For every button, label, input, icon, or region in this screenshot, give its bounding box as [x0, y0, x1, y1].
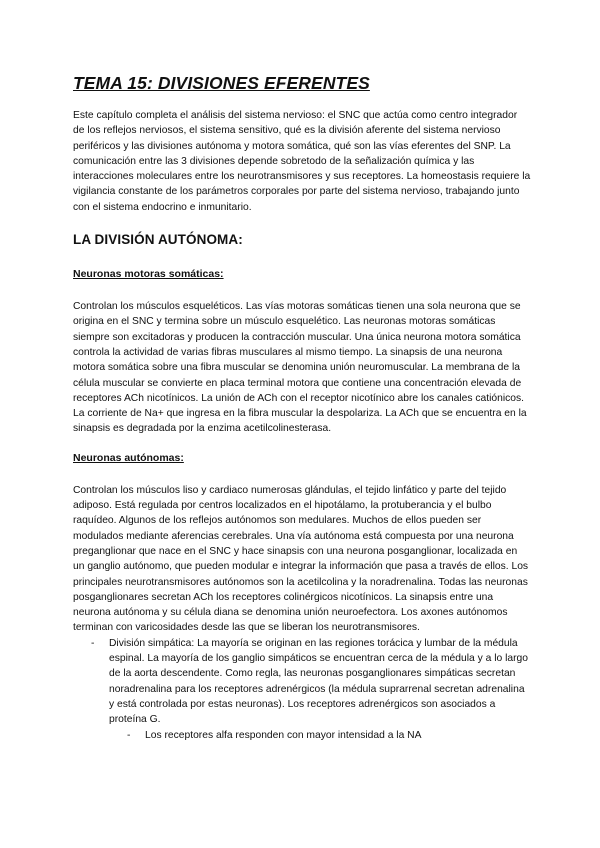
page-title: TEMA 15: DIVISIONES EFERENTES [73, 73, 370, 93]
document-page [73, 72, 531, 743]
somatic-heading: Neuronas motoras somáticas: [73, 268, 224, 281]
intro-paragraph: Este capítulo completa el análisis del sistema nervioso: el SNC que actúa como centro integrador de los reflejos nerviosos, el sistema sensitivo, qué es la división aferente del sistema nervioso periféricos y las divisiones autónoma y motora somática, qué son las vías eferentes del SNP. La comunicación entre las 3 divisiones depende sobretodo de la señalización química y las interacciones moleculares entre los neurotransmisores y sus receptores. La homeostasis requiere la vigilancia constante de los parámetros corporales por parte del sistema nervioso, trabajando junto con el sistema endocrino e inmunitario. [73, 110, 531, 213]
sympathetic-bullet-text: División simpática: La mayoría se originan en las regiones torácica y lumbar de la médula espinal. La mayoría de los ganglio simpáticos se encuentran cerca de la médula y a lo largo de la aorta descendente. Como regla, las neuronas posganglionares simpáticas secretan noradrenalina para los receptores adrenérgicos (la médula suprarrenal secretan adrenalina y está controlada por estas neuronas). Los receptores adrenérgicos son asociados a proteína G. [109, 637, 528, 726]
section-heading: LA DIVISIÓN AUTÓNOMA: [73, 232, 243, 248]
list-item [73, 636, 531, 743]
sub-bullet-list [109, 728, 531, 743]
list-item [109, 728, 531, 743]
autonomic-bullet-list [73, 636, 531, 743]
autonomic-paragraph: Controlan los músculos liso y cardiaco numerosas glándulas, el tejido linfático y parte del tejido adiposo. Está regulada por centros localizados en el hipotálamo, la protuberancia y el bulbo raquídeo. Algunos de los reflejos autónomos son medulares. Muchos de ellos pueden ser modulados mediante aferencias cerebrales. Una vía autónoma está compuesta por una neurona preganglionar que nace en el SNC y hace sinapsis con una neurona posganglionar, localizada en un ganglio autónomo, que pueden modular e integrar la información que pasa a través de ellos. Los principales neurotransmisores autónomos son la acetilcolina y la noradrenalina. Todas las neuronas posganglionares secretan ACh los receptores colinérgicos nicotínicos. La sinapsis entre una neurona autónoma y su célula diana se denomina unión neuroefectora. Los axones autónomos terminan con varicosidades desde las que se liberan los neurotransmisores. [73, 484, 529, 634]
somatic-paragraph: Controlan los músculos esqueléticos. Las vías motoras somáticas tienen una sola neurona que se origina en el SNC y termina sobre un músculo esquelético. Las neuronas motoras somáticas siempre son excitadoras y producen la contracción muscular. Una única neurona motora somática controla la actividad de varias fibras musculares al mismo tiempo. La sinapsis de una neurona motora somática sobre una fibra muscular se denomina unión neuromuscular. La membrana de la célula muscular se convierte en placa terminal motora que contiene una concentración elevada de receptores ACh nicotínicos. La unión de ACh con el receptor nicotínico abre los canales catiónicos. La corriente de Na+ que ingresa en la fibra muscular la despolariza. La ACh que se encuentra en la sinapsis es degradada por la enzima acetilcolinesterasa. [73, 301, 527, 435]
alpha-receptor-bullet-text: Los receptores alfa responden con mayor intensidad a la NA [145, 729, 422, 741]
autonomic-heading: Neuronas autónomas: [73, 451, 184, 464]
